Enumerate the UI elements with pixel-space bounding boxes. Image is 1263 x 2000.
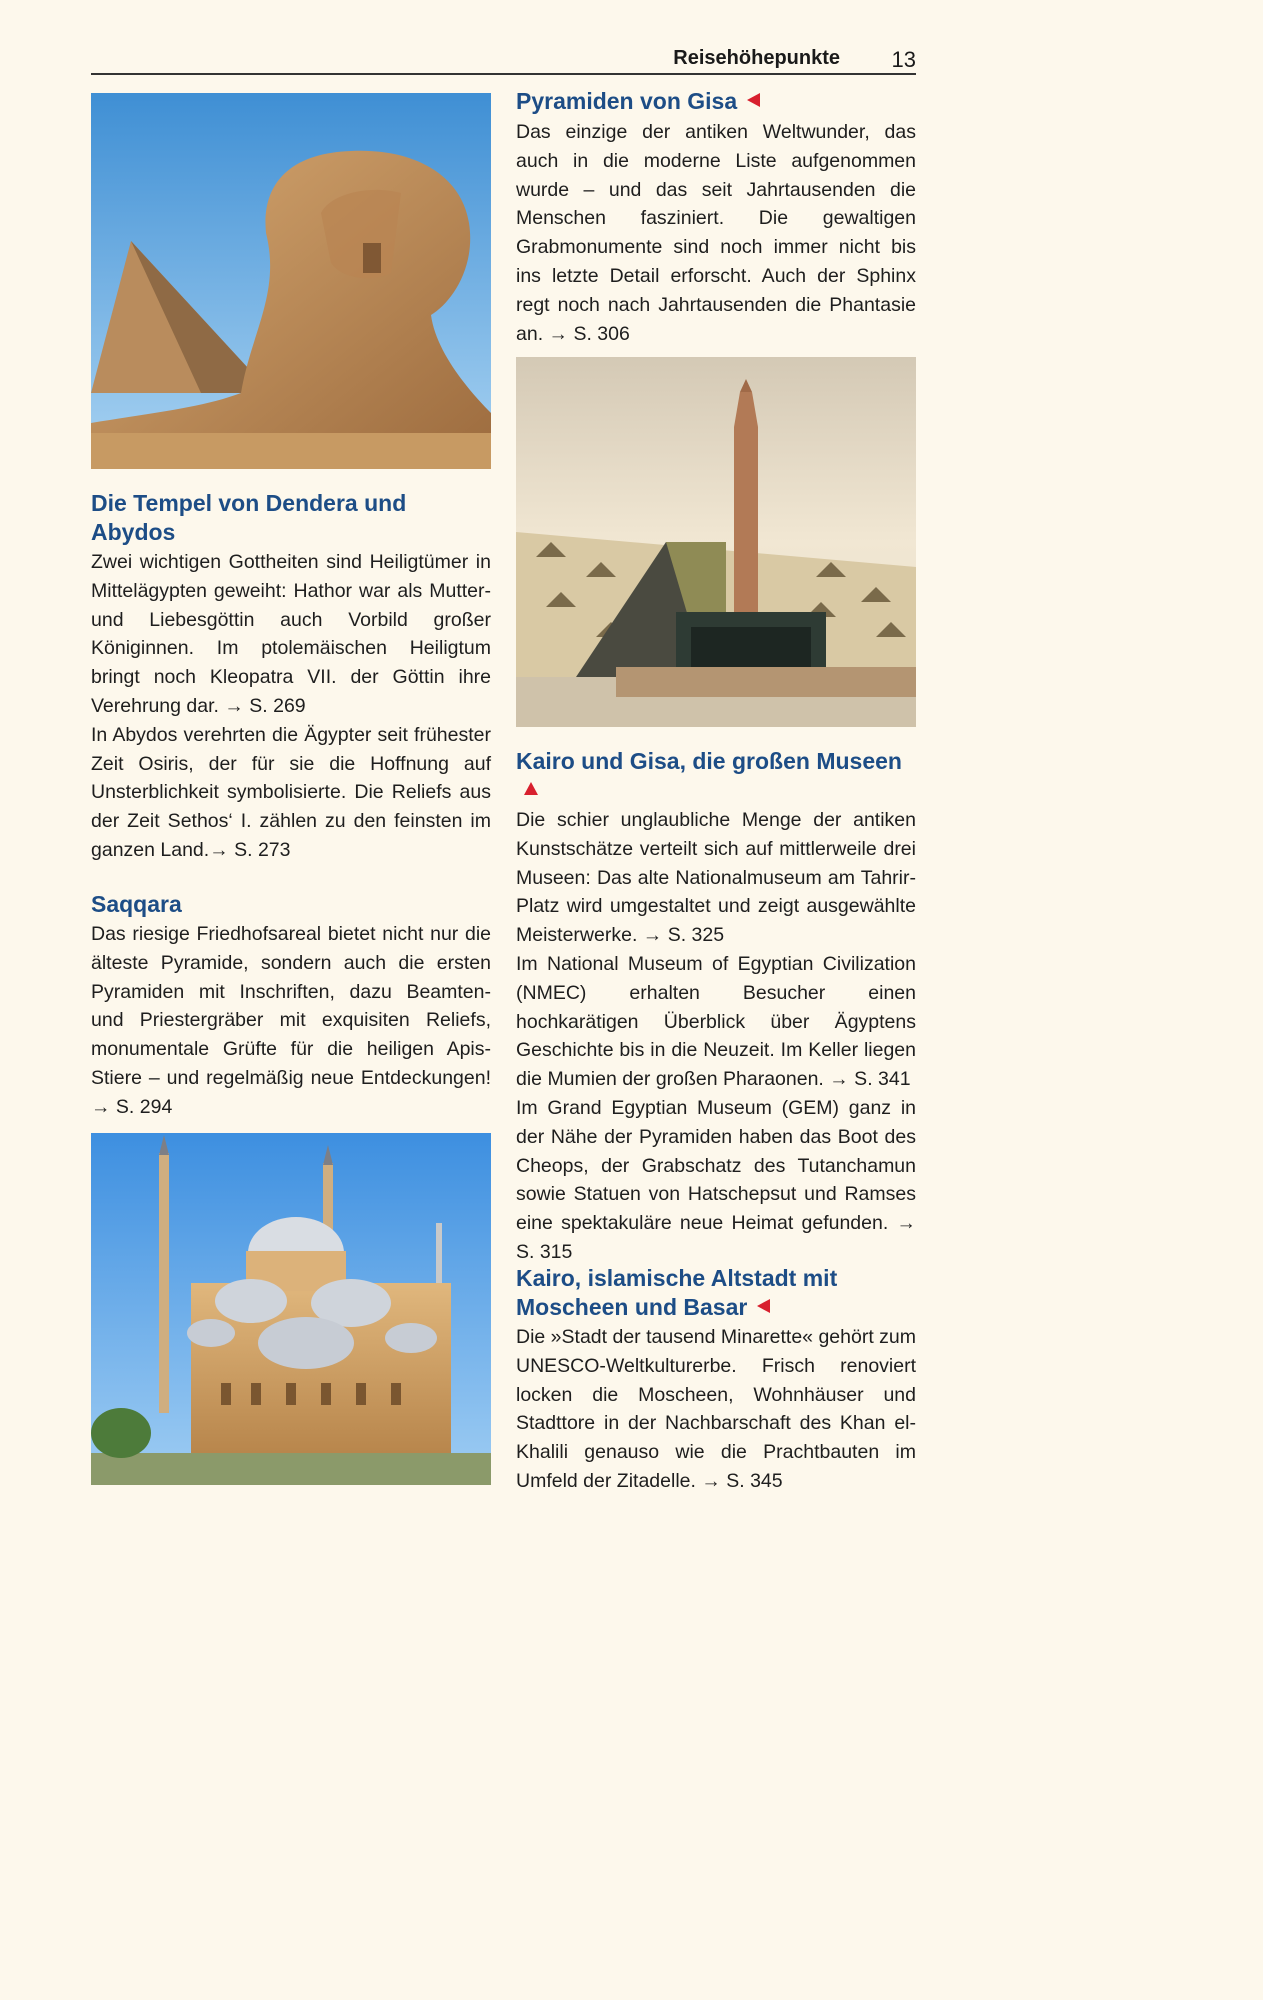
- heading-kairo-gisa-museen: [516, 747, 916, 805]
- mosque-photo: [91, 1133, 491, 1485]
- heading-text: Kairo und Gisa, die großen Museen: [516, 748, 902, 774]
- heading-islamische-altstadt: [516, 1264, 916, 1322]
- heading-saqqara: Saqqara: [91, 891, 182, 917]
- page-number: 13: [891, 47, 916, 72]
- altstadt-text: Die »Stadt der tausend Minarette« gehört zum UNESCO-Weltkulturerbe. Frisch renoviert locken die Moscheen, Wohnhäuser und Stadttore in der Nachbarschaft des Khan el-Khalili genauso wie die Prachtbauten im Umfeld der Zitadelle. → S. 345: [516, 1326, 916, 1492]
- heading-text: Kairo, islamische Altstadt mit Moscheen und Basar: [516, 1265, 838, 1320]
- museen-text-1: Die schier unglaubliche Menge der antiken Kunstschätze verteilt sich auf mittlerweile drei Museen: Das alte Nationalmuseum am Tahrir-Platz wird umgestaltet und zeigt ausgewählte Meisterwerke. → S. 325: [516, 809, 916, 947]
- header-rule: [91, 73, 916, 75]
- saqqara-text: Das riesige Friedhofsareal bietet nicht nur die älteste Pyramide, sondern auch die ersten Pyramiden mit Inschriften, dazu Beamten- und Priestergräber mit exquisiten Reliefs, monumentale Grüfte für die heiligen Apis-Stiere – und regelmäßig neue Entdeckungen! → S. 294: [91, 923, 491, 1118]
- museen-text-2: Im National Museum of Egyptian Civilization (NMEC) erhalten Besucher einen hochkarätigen Überblick über Ägyptens Geschichte bis in die Neuzeit. Im Keller liegen die Mumien der großen Pharaonen. → S. 341: [516, 952, 916, 1091]
- sphinx-photo: [91, 93, 491, 469]
- heading-dendera-abydos: Die Tempel von Dendera und Abydos: [91, 490, 407, 545]
- triangle-up-icon: [524, 782, 538, 795]
- running-header: Reisehöhepunkte: [673, 47, 840, 69]
- dendera-text: Zwei wichtigen Gottheiten sind Heiligtümer in Mittelägypten geweiht: Hathor war als Mutter- und Liebesgöttin auch Vorbild großer Königinnen. Im ptolemäischen Heiligtum bringt noch Kleopatra VII. der Göttin ihre Verehrung dar. → S. 269: [91, 551, 491, 717]
- museum-obelisk-photo: [516, 357, 916, 727]
- museen-text-3: Im Grand Egyptian Museum (GEM) ganz in der Nähe der Pyramiden haben das Boot des Cheops, der Grabschatz des Tutanchamun sowie Statuen von Hatschepsut und Ramses eine spektakuläre neue Heimat gefunden. → S. 315: [516, 1096, 916, 1263]
- triangle-left-icon: [747, 93, 760, 107]
- triangle-left-icon: [757, 1299, 770, 1313]
- heading-text: Pyramiden von Gisa: [516, 88, 738, 114]
- gisa-text: Das einzige der antiken Weltwunder, das auch in die moderne Liste aufgenommen wurde – und das seit Jahrtausenden die Menschen fasziniert. Die gewaltigen Grabmonumente sind noch immer nicht bis ins letzte Detail erforscht. Auch der Sphinx regt noch nach Jahrtausenden die Phantasie an. → S. 306: [516, 121, 916, 345]
- heading-pyramiden-von-gisa: [516, 87, 916, 116]
- abydos-text: In Abydos verehrten die Ägypter seit frühester Zeit Osiris, der für sie die Hoffnung auf Unsterblichkeit symbolisierte. Die Reliefs aus der Zeit Sethos‘ I. zählen zu den feinsten im ganzen Land.→ S. 273: [91, 723, 491, 861]
